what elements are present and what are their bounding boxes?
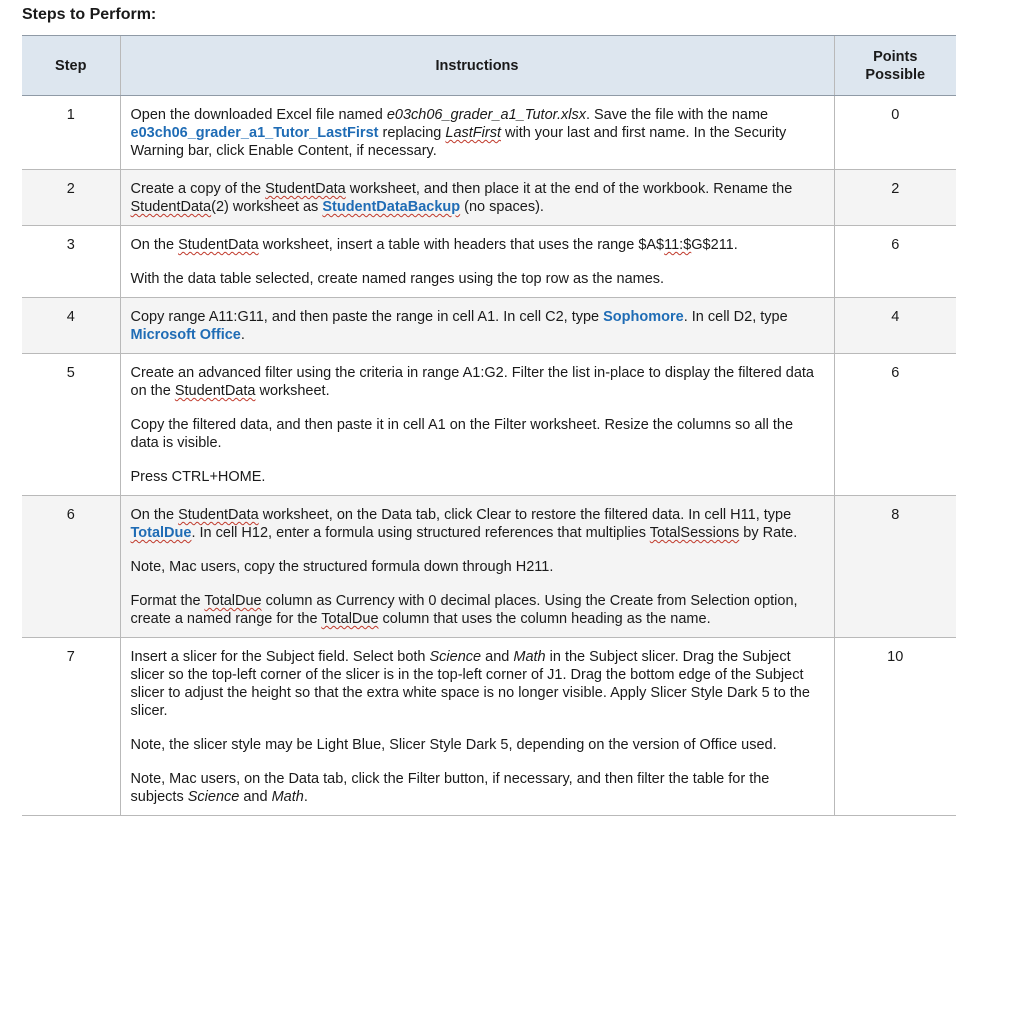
table-row (22, 354, 956, 496)
instruction-paragraph: Note, Mac users, copy the structured formula down through H211. (130, 559, 554, 575)
text-run: replacing (378, 125, 446, 141)
text-run: G$211. (691, 237, 738, 253)
spellcheck-word: StudentData (130, 199, 212, 215)
instruction-paragraph: Copy the filtered data, and then paste it in cell A1 on the Filter worksheet. Resize the columns so all the data is visible. (130, 417, 794, 451)
text-run: Copy range A11:G11, and then paste the range in cell A1. In cell C2, type (130, 309, 604, 325)
text-run: (2) worksheet as (211, 199, 323, 215)
spellcheck-word: StudentData (265, 181, 346, 197)
step-instructions (120, 354, 834, 496)
instruction-paragraph (131, 236, 824, 254)
step-instructions (120, 496, 834, 638)
header-points-line1: Points (873, 48, 918, 65)
step-number: 6 (22, 496, 120, 638)
text-run: by Rate. (739, 525, 798, 541)
text-run: Format the (130, 593, 205, 609)
step-number: 5 (22, 354, 120, 496)
text-run: worksheet, and then place it at the end of the workbook. Rename the (345, 181, 793, 197)
header-instructions: Instructions (120, 36, 834, 96)
instruction-paragraph (131, 106, 824, 160)
typed-value: Microsoft Office (130, 327, 241, 343)
header-step: Step (22, 36, 120, 96)
text-run: with your last and first name. In the Security Warning bar, click Enable Content, if necessary. (130, 125, 787, 159)
table-row (22, 638, 956, 816)
subject-name: Science (187, 789, 240, 805)
page-heading: Steps to Perform: (22, 6, 157, 23)
step-number: 4 (22, 298, 120, 354)
step-instructions (120, 638, 834, 816)
text-run: . In cell D2, type (683, 309, 788, 325)
header-points-line2: Possible (865, 66, 926, 83)
text-run: column that uses the column heading as the name. (378, 611, 711, 627)
header-row (22, 36, 956, 96)
step-points: 6 (834, 226, 956, 298)
instruction-paragraph (131, 364, 824, 400)
step-number: 3 (22, 226, 120, 298)
step-points: 4 (834, 298, 956, 354)
file-name: e03ch06_grader_a1_Tutor.xlsx (386, 107, 586, 123)
text-run: and (481, 649, 514, 665)
worksheet-name: StudentDataBackup (322, 199, 461, 215)
text-run: column as Currency with 0 decimal places. Using the Create from Selection option, create a named range for the (130, 593, 798, 627)
typed-value: TotalDue (130, 525, 192, 541)
text-run: Open the downloaded Excel file named (130, 107, 387, 123)
step-points: 0 (834, 96, 956, 170)
instruction-paragraph (131, 770, 824, 806)
subject-name: Math (271, 789, 304, 805)
spellcheck-word: LastFirst (445, 125, 501, 141)
text-run: worksheet. (255, 383, 330, 399)
text-run: . In cell H12, enter a formula using structured references that multiplies (191, 525, 650, 541)
subject-name: Math (513, 649, 546, 665)
instruction-paragraph: With the data table selected, create named ranges using the top row as the names. (130, 271, 665, 287)
table-row (22, 298, 956, 354)
spellcheck-word: 11:$ (664, 237, 692, 253)
instruction-paragraph: Press CTRL+HOME. (130, 469, 266, 485)
instruction-paragraph (131, 592, 824, 628)
step-number: 1 (22, 96, 120, 170)
step-number: 7 (22, 638, 120, 816)
typed-value: Sophomore (603, 309, 684, 325)
step-points: 8 (834, 496, 956, 638)
spellcheck-word: TotalSessions (649, 525, 740, 541)
table-row (22, 496, 956, 638)
step-instructions (120, 298, 834, 354)
header-points (834, 36, 956, 96)
text-run: Create a copy of the (130, 181, 266, 197)
text-run: worksheet, insert a table with headers that uses the range $A$ (258, 237, 665, 253)
instruction-paragraph: Note, the slicer style may be Light Blue, Slicer Style Dark 5, depending on the version of Office used. (130, 737, 777, 753)
table-row (22, 226, 956, 298)
step-instructions (120, 170, 834, 226)
instruction-paragraph (131, 506, 824, 542)
text-run: worksheet, on the Data tab, click Clear to restore the filtered data. In cell H11, type (258, 507, 792, 523)
steps-table (22, 35, 956, 816)
text-run: . Save the file with the name (585, 107, 769, 123)
spellcheck-word: StudentData (174, 383, 256, 399)
step-points: 2 (834, 170, 956, 226)
text-run: in the Subject slicer. Drag the Subject slicer so the top-left corner of the slicer is in the top-left corner of J1. Drag the bottom edge of the Subject slicer to adjust the height so that the extra white space is no longer visible. Apply Slicer Style Dark 5 to the slicer. (130, 649, 810, 719)
table-row (22, 170, 956, 226)
step-instructions (120, 226, 834, 298)
spellcheck-word: StudentData (178, 507, 259, 523)
subject-name: Science (429, 649, 482, 665)
text-run: . (240, 327, 245, 343)
step-number: 2 (22, 170, 120, 226)
spellcheck-word: TotalDue (204, 593, 262, 609)
save-file-name: e03ch06_grader_a1_Tutor_LastFirst (130, 125, 379, 141)
step-points: 10 (834, 638, 956, 816)
spellcheck-word: StudentData (178, 237, 259, 253)
text-run: On the (130, 237, 179, 253)
text-run: . (303, 789, 308, 805)
text-run: Insert a slicer for the Subject field. Select both (130, 649, 430, 665)
text-run: On the (130, 507, 179, 523)
text-run: and (239, 789, 272, 805)
text-run: Note, Mac users, on the Data tab, click the Filter button, if necessary, and then filter the table for the subjects (130, 771, 770, 805)
spellcheck-word: TotalDue (321, 611, 379, 627)
step-points: 6 (834, 354, 956, 496)
instruction-paragraph (131, 308, 824, 344)
table-row (22, 96, 956, 170)
text-run: Create an advanced filter using the criteria in range A1:G2. Filter the list in-place to display the filtered data on the (130, 365, 814, 399)
text-run: (no spaces). (460, 199, 544, 215)
instruction-paragraph (131, 648, 824, 720)
step-instructions (120, 96, 834, 170)
instruction-paragraph (131, 180, 824, 216)
